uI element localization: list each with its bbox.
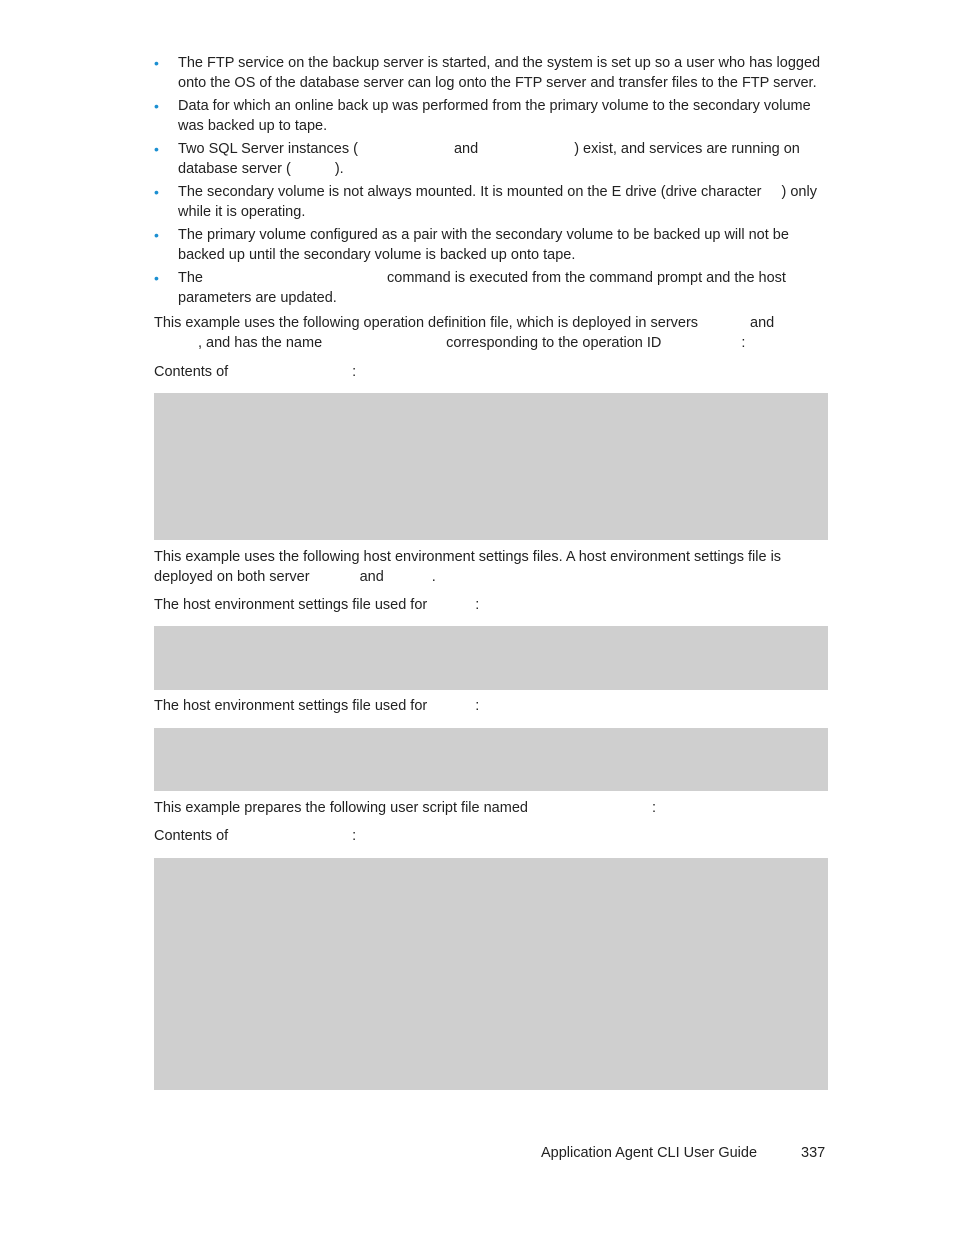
paragraph-text: The host environment settings file used for bbox=[154, 698, 428, 714]
bullet-icon: • bbox=[154, 55, 159, 71]
list-item-text: The bbox=[178, 270, 203, 286]
bullet-icon: • bbox=[154, 98, 159, 114]
bullet-icon: • bbox=[154, 227, 159, 243]
list-item bbox=[154, 140, 834, 179]
operation-definition-code-block bbox=[154, 393, 828, 540]
paragraph-text: : bbox=[741, 334, 746, 351]
list-item bbox=[154, 97, 834, 136]
hostenv-intro-paragraph bbox=[154, 548, 830, 587]
list-item-text: Data for which an online back up was performed from the primary volume to the secondary volume was backed up to tape. bbox=[178, 98, 811, 134]
paragraph-text: This example prepares the following user script file named bbox=[154, 800, 528, 816]
paragraph-text: : bbox=[475, 698, 480, 714]
list-item-text: The FTP service on the backup server is started, and the system is set up so a user who has logged onto the OS of the database server can log onto the FTP server and transfer files to the FTP server. bbox=[178, 55, 821, 91]
list-item bbox=[154, 226, 834, 265]
paragraph-text: , and has the name bbox=[198, 334, 323, 351]
host-env-settings-code-block-1 bbox=[154, 626, 828, 690]
bullet-icon: • bbox=[154, 270, 159, 286]
hostenv-used-label-1 bbox=[154, 596, 830, 616]
list-item-text: The primary volume configured as a pair with the secondary volume to be backed up will not be backed up until the secondary volume is backed up onto tape. bbox=[178, 227, 789, 263]
list-item-text: ) exist, and services are running on database server ( bbox=[178, 141, 800, 177]
paragraph-text: This example uses the following operation definition file, which is deployed in servers bbox=[154, 315, 699, 331]
contents-of-label bbox=[154, 827, 830, 847]
hostenv-used-label-2 bbox=[154, 697, 830, 717]
paragraph-text: and bbox=[359, 568, 384, 585]
paragraph-text: This example uses the following host environment settings files. A host environment settings file is deployed on both server bbox=[154, 549, 782, 585]
paragraph-text: corresponding to the operation ID bbox=[446, 334, 662, 351]
paragraph-text: Contents of bbox=[154, 364, 229, 380]
list-item-text: The secondary volume is not always mounted. It is mounted on the E drive (drive character bbox=[178, 184, 762, 200]
opdef-intro-paragraph bbox=[154, 314, 830, 353]
contents-of-label bbox=[154, 363, 830, 383]
paragraph-text: : bbox=[651, 800, 656, 816]
list-item-text: ) only while it is operating. bbox=[178, 184, 817, 220]
paragraph-text: : bbox=[352, 828, 357, 844]
list-item-text: command is executed from the command prompt and the host parameters are updated. bbox=[178, 270, 786, 306]
list-item bbox=[154, 269, 834, 308]
list-item bbox=[154, 183, 834, 222]
host-env-settings-code-block-2 bbox=[154, 728, 828, 791]
paragraph-text: Contents of bbox=[154, 828, 229, 844]
paragraph-text: : bbox=[475, 597, 480, 613]
list-item bbox=[154, 54, 834, 93]
paragraph-text: The host environment settings file used for bbox=[154, 597, 428, 613]
bullet-icon: • bbox=[154, 184, 159, 200]
paragraph-text: : bbox=[352, 364, 357, 380]
paragraph-text: . bbox=[431, 568, 436, 585]
bullet-icon: • bbox=[154, 141, 159, 157]
footer-page-number: 337 bbox=[801, 1145, 826, 1161]
footer-document-title: Application Agent CLI User Guide bbox=[541, 1145, 758, 1161]
script-intro-paragraph bbox=[154, 799, 830, 819]
list-item-text: ). bbox=[334, 160, 344, 177]
list-item-text: Two SQL Server instances ( bbox=[178, 141, 358, 157]
list-item-text: and bbox=[453, 141, 479, 157]
user-script-code-block bbox=[154, 858, 828, 1090]
bullet-list bbox=[154, 54, 834, 312]
paragraph-text: and bbox=[750, 315, 775, 331]
